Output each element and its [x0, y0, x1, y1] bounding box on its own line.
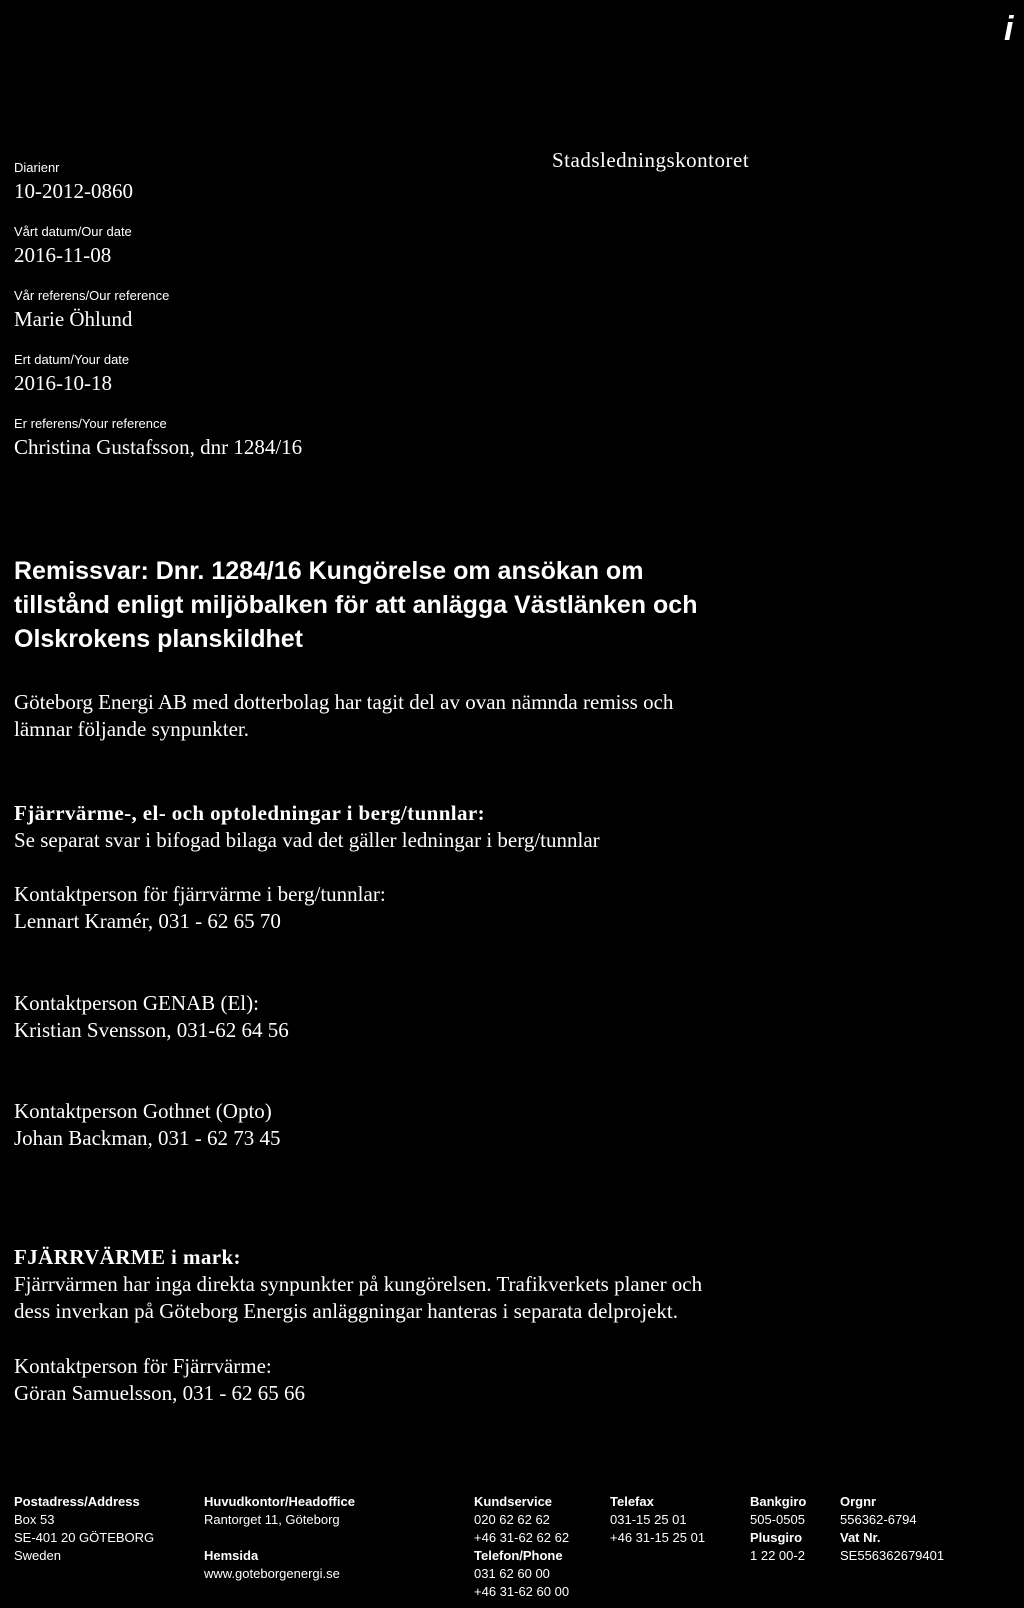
footer-head-office: [204, 1493, 355, 1583]
footer-title: Bankgiro: [750, 1494, 807, 1509]
meta-case-number: [14, 160, 514, 224]
footer-line: +46 31-15 25 01: [610, 1530, 706, 1545]
text-line: Fjärrvärmen har inga direkta synpunkter på kungörelsen. Trafikverkets planer och: [14, 1272, 703, 1296]
subject-line: tillstånd enligt miljöbalken för att anlägga Västlänken och: [14, 591, 698, 619]
meta-your-date: [14, 352, 514, 416]
contact-district-heating: [14, 881, 1014, 935]
section-heading-tunnels: Fjärrvärme-, el- och optoledningar i berg/tunnlar:: [14, 801, 486, 825]
text-line: lämnar följande synpunkter.: [14, 717, 250, 741]
footer-postal-address: [14, 1493, 154, 1565]
reference-block: [14, 160, 514, 480]
footer-customer-service: [474, 1493, 569, 1601]
footer-line: +46 31-62 62 62: [474, 1530, 570, 1545]
meta-label: Er referens/Your reference: [14, 416, 167, 431]
footer-line: SE556362679401: [840, 1548, 945, 1563]
footer-bank: [750, 1493, 806, 1565]
footer-title: Huvudkontor/Headoffice: [204, 1494, 355, 1509]
contact-district-heating-ground: [14, 1353, 1014, 1407]
footer-title: Orgnr: [840, 1494, 877, 1509]
meta-value: 2016-11-08: [14, 243, 112, 267]
subject-line: Olskrokens planskildhet: [14, 625, 303, 653]
footer-line: 031 62 60 00: [474, 1566, 550, 1581]
corner-mark: i: [1004, 10, 1014, 48]
contact-genab: [14, 990, 1014, 1044]
footer-title: Vat Nr.: [840, 1530, 881, 1545]
footer-line: SE-401 20 GÖTEBORG: [14, 1530, 155, 1545]
meta-label: Ert datum/Your date: [14, 352, 130, 367]
footer-line: 505-0505: [750, 1512, 805, 1527]
section-heading-ground: FJÄRRVÄRME i mark:: [14, 1245, 241, 1269]
footer-line: +46 31-62 60 00: [474, 1584, 570, 1599]
section-text-tunnels: Se separat svar i bifogad bilaga vad det gäller ledningar i berg/tunnlar: [14, 828, 600, 852]
organization-unit: Stadsledningskontoret: [552, 148, 750, 172]
footer-line: 556362-6794: [840, 1512, 917, 1527]
meta-label: Vårt datum/Our date: [14, 224, 132, 239]
contact-label: Kontaktperson GENAB (El):: [14, 991, 259, 1015]
contact-value: Johan Backman, 031 - 62 73 45: [14, 1126, 281, 1150]
footer-website: www.goteborgenergi.se: [204, 1566, 340, 1581]
meta-value: 10-2012-0860: [14, 179, 133, 203]
meta-label: Diarienr: [14, 160, 60, 175]
footer-fax: [610, 1493, 705, 1547]
footer-line: 1 22 00-2: [750, 1548, 805, 1563]
footer-title: Kundservice: [474, 1494, 553, 1509]
footer-line: Rantorget 11, Göteborg: [204, 1512, 340, 1527]
contact-value: Göran Samuelsson, 031 - 62 65 66: [14, 1381, 306, 1405]
footer-title: Telefax: [610, 1494, 654, 1509]
meta-our-reference: [14, 288, 514, 352]
intro-paragraph: [14, 689, 1014, 743]
footer-line: 020 62 62 62: [474, 1512, 550, 1527]
contact-label: Kontaktperson för Fjärrvärme:: [14, 1354, 272, 1378]
contact-label: Kontaktperson för fjärrvärme i berg/tunnlar:: [14, 882, 386, 906]
text-line: dess inverkan på Göteborg Energis anläggningar hanteras i separata delprojekt.: [14, 1299, 679, 1323]
meta-our-date: [14, 224, 514, 288]
contact-value: Lennart Kramér, 031 - 62 65 70: [14, 909, 281, 933]
subject-heading: [14, 554, 1014, 656]
contact-value: Kristian Svensson, 031-62 64 56: [14, 1018, 289, 1042]
footer-title: Postadress/Address: [14, 1494, 140, 1509]
contact-gothnet: [14, 1098, 1014, 1152]
footer-line: Box 53: [14, 1512, 55, 1527]
subject-line: Remissvar: Dnr. 1284/16 Kungörelse om ansökan om: [14, 557, 644, 585]
meta-your-reference: [14, 416, 514, 480]
meta-value: 2016-10-18: [14, 371, 112, 395]
text-line: Göteborg Energi AB med dotterbolag har tagit del av ovan nämnda remiss och: [14, 690, 674, 714]
footer-title: Hemsida: [204, 1548, 259, 1563]
contact-label: Kontaktperson Gothnet (Opto): [14, 1099, 272, 1123]
meta-value: Marie Öhlund: [14, 307, 133, 331]
footer-title: Telefon/Phone: [474, 1548, 563, 1563]
footer-line: [204, 1529, 355, 1547]
section-text-ground: [14, 1271, 1014, 1325]
meta-value: Christina Gustafsson, dnr 1284/16: [14, 435, 303, 459]
footer-line: Sweden: [14, 1548, 61, 1563]
footer-line: 031-15 25 01: [610, 1512, 687, 1527]
meta-label: Vår referens/Our reference: [14, 288, 170, 303]
footer-org: [840, 1493, 944, 1565]
footer-title: Plusgiro: [750, 1530, 803, 1545]
